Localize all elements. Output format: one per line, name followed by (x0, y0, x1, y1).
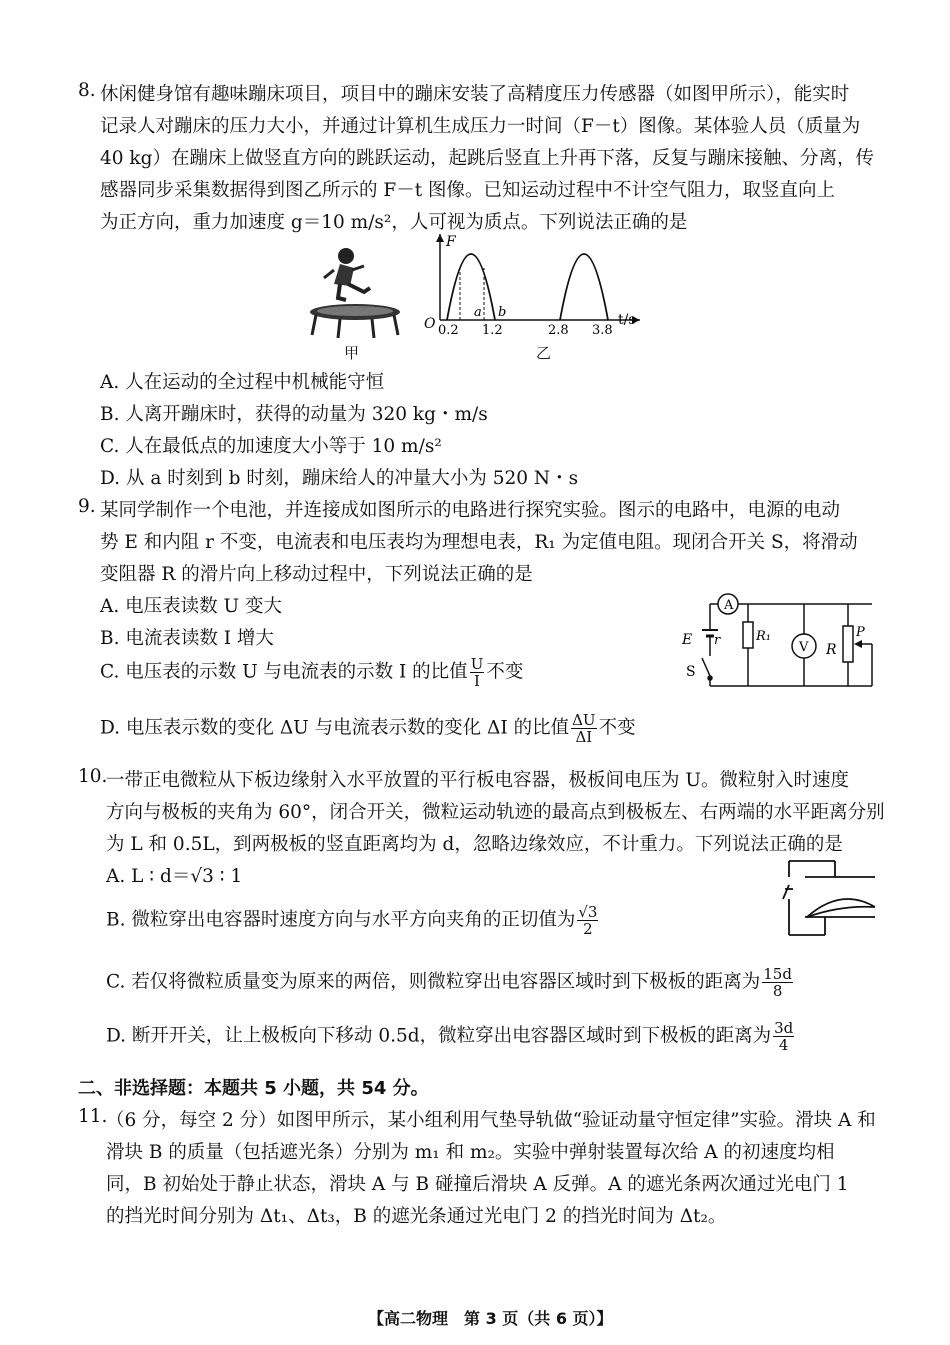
q10-line-3: 为 L 和 0.5L，到两极板的竖直距离均为 d，忽略边缘效应，不计重力。下列说法正确的是 (106, 834, 843, 855)
tick-2-8: 2.8 (548, 323, 569, 338)
tick-1-2: 1.2 (482, 323, 503, 338)
q10-option-d (106, 1020, 796, 1053)
q11-line-3: 同，B 初始处于静止状态，滑块 A 与 B 碰撞后滑块 A 反弹。A 的遮光条两次通过光电门 1 (106, 1174, 849, 1195)
q9-line-1: 某同学制作一个电池，并连接成如图所示的电路进行探究实验。图示的电路中，电源的电动 (100, 500, 841, 521)
axis-origin: O (424, 316, 436, 332)
label-R1: R₁ (756, 629, 771, 644)
fraction-denominator: 4 (778, 1036, 789, 1054)
q11-number: 11. (78, 1106, 108, 1127)
q10-option-b (106, 904, 600, 937)
q8-option-a: A. 人在运动的全过程中机械能守恒 (100, 372, 385, 393)
voltmeter-symbol: V (799, 640, 809, 655)
q9-line-3: 变阻器 R 的滑片向上移动过程中，下列说法正确的是 (100, 564, 533, 585)
tick-3-8: 3.8 (592, 323, 613, 338)
q9-option-b: B. 电流表读数 I 增大 (100, 628, 274, 649)
q9-option-d-text: D. 电压表示数的变化 ΔU 与电流表示数的变化 ΔI 的比值 (100, 717, 570, 739)
label-E: E (682, 632, 693, 648)
label-r: r (714, 633, 721, 648)
fraction-numerator: U (470, 655, 484, 673)
circuit-diagram (672, 588, 892, 698)
fig-yi-label: 乙 (536, 344, 552, 362)
page-footer: 【高二物理 第 3 页（共 6 页）】 (368, 1309, 613, 1328)
fraction-denominator: 2 (583, 920, 593, 938)
ammeter-symbol: A (724, 598, 734, 613)
q8-line-3: 40 kg）在蹦床上做竖直方向的跳跃运动，起跳后竖直上升再下落，反复与蹦床接触、分离，传 (100, 148, 874, 169)
q8-option-c: C. 人在最低点的加速度大小等于 10 m/s² (100, 436, 442, 457)
q10-line-1: 一带正电微粒从下板边缘射入水平放置的平行板电容器，极板间电压为 U。微粒射入时速度 (106, 770, 849, 791)
q8-line-2: 记录人对蹦床的压力大小，并通过计算机生成压力一时间（F－t）图像。某体验人员（质量为 (100, 116, 861, 137)
fraction-numerator: √3 (578, 903, 598, 921)
q8-number: 8. (78, 80, 96, 101)
fraction-denominator: ΔI (575, 728, 593, 746)
q9-line-2: 势 E 和内阻 r 不变，电流表和电压表均为理想电表，R₁ 为定值电阻。现闭合开关 S，将滑动 (100, 532, 858, 553)
q9-option-c (100, 656, 523, 689)
q10-option-d-fraction (773, 1020, 794, 1053)
tick-0-2: 0.2 (438, 323, 459, 338)
label-R: R (826, 642, 837, 658)
q9-option-d-suffix: 不变 (598, 717, 636, 739)
point-b: b (498, 305, 507, 320)
label-P: P (856, 625, 865, 640)
q9-option-d-fraction (571, 712, 596, 745)
q8-line-4: 感器同步采集数据得到图乙所示的 F－t 图像。已知运动过程中不计空气阻力，取竖直向上 (100, 180, 836, 201)
force-time-graph (420, 228, 650, 338)
capacitor-diagram (775, 855, 885, 945)
q9-option-c-suffix: 不变 (486, 661, 524, 683)
q11-line-2: 滑块 B 的质量（包括遮光条）分别为 m₁ 和 m₂。实验中弹射装置每次给 A 的初速度均相 (106, 1142, 835, 1163)
q10-option-b-text: B. 微粒穿出电容器时速度方向与水平方向夹角的正切值为 (106, 909, 576, 931)
q9-option-c-fraction (470, 656, 485, 689)
q8-line-1: 休闲健身馆有趣味蹦床项目，项目中的蹦床安装了高精度压力传感器（如图甲所示），能实时 (100, 84, 850, 105)
q9-number: 9. (78, 496, 96, 517)
q8-option-d: D. 从 a 时刻到 b 时刻，蹦床给人的冲量大小为 520 N・s (100, 468, 579, 489)
q10-option-d-text: D. 断开开关，让上极板向下移动 0.5d，微粒穿出电容器区域时到下极板的距离为 (106, 1025, 772, 1047)
q11-line-1: （6 分，每空 2 分）如图甲所示，某小组利用气垫导轨做“验证动量守恒定律”实验。滑块 A 和 (106, 1110, 876, 1131)
fraction-denominator: 8 (772, 982, 783, 1000)
fraction-denominator: I (474, 672, 480, 690)
point-a: a (474, 305, 482, 320)
fraction-numerator: 3d (774, 1019, 794, 1037)
q10-option-c-text: C. 若仅将微粒质量变为原来的两倍，则微粒穿出电容器区域时到下极板的距离为 (106, 971, 761, 993)
q8-option-b: B. 人离开蹦床时，获得的动量为 320 kg・m/s (100, 404, 488, 425)
q9-option-c-text: C. 电压表的示数 U 与电流表的示数 I 的比值 (100, 661, 468, 683)
q10-line-2: 方向与极板的夹角为 60°，闭合开关，微粒运动轨迹的最高点到极板左、右两端的水平距离分别 (106, 802, 885, 823)
q10-option-a: A. L ∶ d＝√3 ∶ 1 (106, 866, 243, 887)
q10-number: 10. (78, 766, 108, 787)
axis-F: F (446, 234, 456, 250)
q11-line-4: 的挡光时间分别为 Δt₁、Δt₃，B 的遮光条通过光电门 2 的挡光时间为 Δt₂。 (106, 1206, 727, 1227)
trampoline-figure (300, 240, 420, 360)
fraction-numerator: 15d (763, 965, 792, 983)
axis-t: t/s (618, 312, 636, 328)
section-heading: 二、非选择题：本题共 5 小题，共 54 分。 (78, 1078, 429, 1099)
q10-option-b-fraction (577, 904, 598, 937)
q10-option-c (106, 966, 795, 999)
fraction-numerator: ΔU (572, 711, 596, 729)
fig-jia-label: 甲 (344, 344, 360, 362)
label-S: S (686, 664, 696, 680)
q9-option-a: A. 电压表读数 U 变大 (100, 596, 282, 617)
q9-option-d (100, 712, 636, 745)
q10-option-c-fraction (762, 966, 793, 999)
q8-line-5: 为正方向，重力加速度 g＝10 m/s²，人可视为质点。下列说法正确的是 (100, 212, 688, 233)
